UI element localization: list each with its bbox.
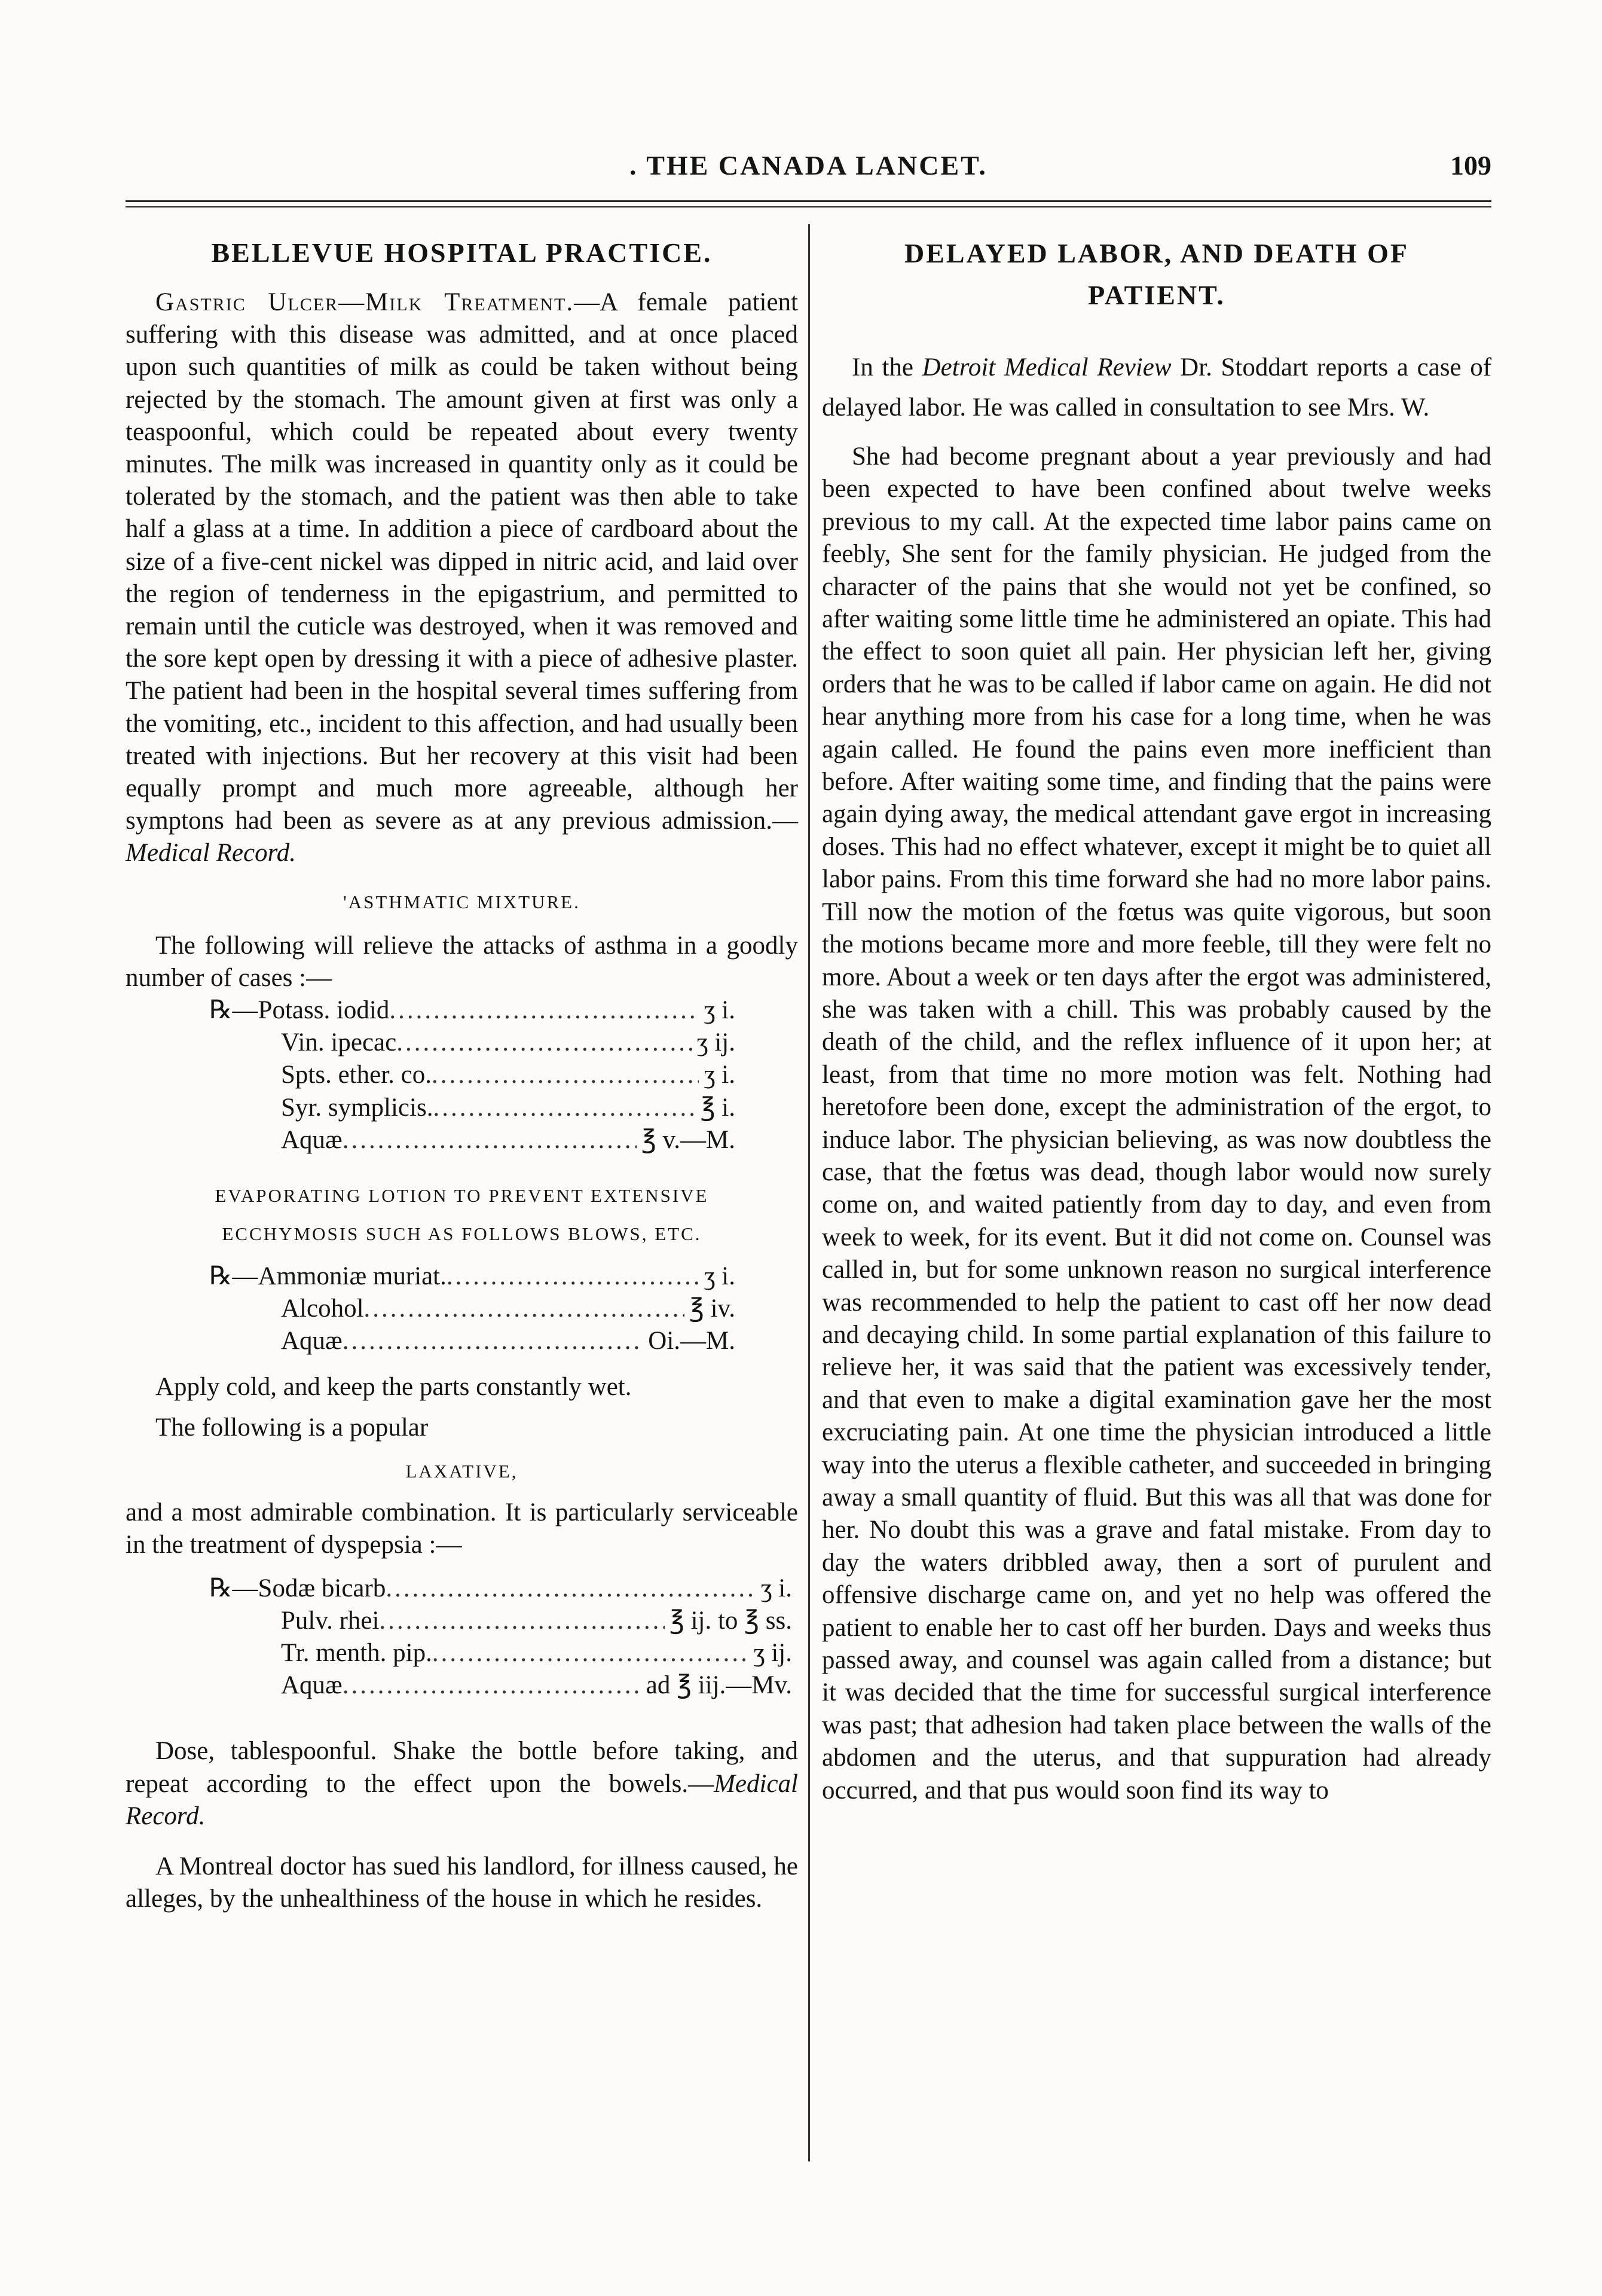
right-column [822,224,1491,1807]
laxative-intro: and a most admirable combination. It is particularly serviceable in the treatment of dyspepsia :— [126,1498,798,1559]
prescription-line [209,1260,735,1293]
amount: ℥ v.—M. [641,1125,735,1154]
dot-leader [396,1027,692,1059]
lotion-prescription [209,1260,735,1358]
prescription-line [209,1124,735,1156]
amount: ʒ i. [704,1061,735,1089]
ingredient: Aquæ [281,1327,343,1355]
dot-leader [389,994,699,1027]
left-column [126,224,798,1915]
montreal-paragraph: A Montreal doctor has sued his landlord, for illness caused, he alleges, by the unhealthiness of the house in which he resides. [126,1852,798,1913]
header-rule-secondary [126,206,1491,207]
prescription-line [209,1059,735,1091]
prescription-line [209,1325,735,1357]
asthma-heading: 'ASTHMATIC MIXTURE. [343,891,580,912]
popular-intro: The following is a popular [155,1413,429,1442]
header-rule [126,200,1491,202]
page-header [126,149,1491,191]
dot-leader [433,1092,695,1124]
ingredient: Syr. symplicis. [281,1093,433,1122]
dot-leader [364,1293,684,1325]
amount: ℥ ij. to ℥ ss. [669,1606,792,1635]
amount: ʒ i. [760,1574,792,1602]
dot-leader [343,1669,641,1702]
running-title: . THE CANADA LANCET. [629,150,988,181]
intro-text-b: Dr. Stoddart reports a case of delayed labor. He was called in consultation to see Mrs. W. [822,353,1492,422]
prescription-line [209,994,735,1027]
ingredient: Pulv. rhei [281,1606,380,1635]
asthma-prescription [209,994,735,1156]
article-heading-bellevue: BELLEVUE HOSPITAL PRACTICE. [211,237,713,268]
asthma-intro: The following will relieve the attacks of asthma in a goodly number of cases :— [126,931,798,992]
dot-leader [343,1325,644,1357]
article-heading-delayed-labor: DELAYED LABOR, AND DEATH OF PATIENT. [904,238,1409,310]
page-number: 109 [1450,150,1491,181]
dose-paragraph [126,1735,798,1833]
lotion-heading-line-2: ECCHYMOSIS SUCH AS FOLLOWS BLOWS, ETC. [222,1223,702,1245]
gastric-ulcer-paragraph [126,286,798,870]
gastric-ulcer-source: Medical Record. [126,839,296,868]
ingredient: Aquæ [281,1125,343,1154]
amount: ʒ ij. [696,1028,735,1057]
amount: ʒ i. [704,1262,735,1291]
ingredient: ℞—Sodæ bicarb [209,1574,386,1602]
dot-leader [447,1260,699,1293]
ingredient: Aquæ [281,1671,343,1700]
dot-leader [432,1059,699,1091]
apply-instructions: Apply cold, and keep the parts constantly wet. [155,1372,632,1401]
laxative-heading: LAXATIVE, [405,1461,518,1482]
dose-text: Dose, tablespoonful. Shake the bottle before taking, and repeat according to the effect upon the bowels.— [126,1737,798,1798]
ingredient: Vin. ipecac [281,1028,397,1057]
dot-leader [379,1605,665,1637]
intro-text-a: In the [852,353,922,381]
dot-leader [432,1637,749,1669]
case-body-paragraph: She had become pregnant about a year previously and had been expected to have been confined about twelve weeks previous to my call. At the expected time labor pains came on feebly, She sent for the family physician. He judged from the character of the pains that she would not yet be confined, so after waiting some little time he administered an opiate. This had the effect to soon quiet all pain. Her physician left her, giving orders that he was to be called if labor came on again. He did not hear anything more from his case for a long time, when he was again called. He found the pains even more inefficient than before. After waiting some time, and finding that the pains were again dying away, the medical attendant gave ergot in increasing doses. This had no effect whatever, except it might be to quiet all labor pains. From this time forward she had no more labor pains. Till now the motion of the fœtus was quite vigorous, but soon the motions became more and more feeble, till they were felt no more. About a week or ten days after the ergot was administered, she was taken with a chill. This was probably caused by the death of the child, and the reflex influence of it upon her; at least, from that time no more motion was felt. Nothing had heretofore been done, except the administration of the ergot, to induce labor. The physician believing, as was now doubtless the case, that the fœtus was dead, though labor would now surely come on, and waited patiently from day to day, and even from week to week, for its event. But it did not come on. Counsel was called in, but for some unknown reason no surgical interference was recommended to help the patient to cast off her now dead and decaying child. In some partial explanation of this failure to relieve her, it was said that the patient was excessively tender, and that even to make a digital examination gave her the most excruciating pain. At one time the physician introduced a little way into the uterus a flexible catheter, and succeeded in bringing away a small quantity of fluid. But this was all that was done for her. No doubt this was a grave and fatal mistake. From day to day the waters dribbled away, then a sort of purulent and offensive discharge came on, and yet no help was offered the patient to enable her to cast off her burden. Days and weeks thus passed away, and counsel was again called from a distance; but it was decided that the time for successful surgical interference was past; that adhesion had taken place between the walls of the abdomen and the uterus, and that suppuration had already occurred, and that pus would soon find its way to [822,442,1491,1805]
column-divider [808,224,810,2161]
amount: ʒ i. [704,996,735,1025]
ingredient: Spts. ether. co. [281,1061,432,1089]
dot-leader [386,1573,756,1605]
amount: ℥ iv. [689,1294,735,1323]
dot-leader [343,1124,637,1156]
ingredient: ℞—Ammoniæ muriat. [209,1262,447,1291]
gastric-ulcer-body: —A female patient suffering with this disease was admitted, and at once placed upon such quantities of milk as could be taken without being rejected by the stomach. The amount given at first was only a teaspoonful, which could be repeated about every twenty minutes. The milk was increased in quantity only as it could be tolerated by the stomach, and the patient was then able to take half a glass at a time. In addition a piece of cardboard about the size of a five-cent nickel was dipped in nitric acid, and laid over the region of tenderness in the epigastrium, and permitted to remain until the cuticle was destroyed, when it was removed and the sore kept open by dressing it with a piece of adhesive plaster. The patient had been in the hospital several times suffering from the vomiting, etc., incident to this affection, and had usually been treated with injections. But her recovery at this visit had been equally prompt and much more agreeable, although her symptons had been as severe as at any previous admission.— [126,288,798,835]
prescription-line [209,1669,792,1702]
ingredient: ℞—Potass. iodid [209,996,390,1025]
journal-name: Detroit Medical Review [922,353,1172,381]
laxative-prescription [209,1573,792,1702]
amount: Oi.—M. [648,1327,735,1355]
ingredient: Tr. menth. pip. [281,1638,432,1667]
prescription-line [209,1027,735,1059]
prescription-line [209,1573,792,1605]
prescription-line [209,1637,792,1669]
gastric-ulcer-lead: Gastric Ulcer—Milk Treatment. [155,288,574,316]
intro-paragraph [822,347,1491,428]
amount: ℥ i. [700,1093,735,1122]
amount: ad ℥ iij.—Mv. [646,1671,792,1700]
prescription-line [209,1092,735,1124]
prescription-line [209,1605,792,1637]
dose-source: Medical Record. [126,1769,798,1830]
amount: ʒ ij. [753,1638,792,1667]
prescription-line [209,1293,735,1325]
ingredient: Alcohol [281,1294,364,1323]
lotion-heading-line-1: EVAPORATING LOTION TO PREVENT EXTENSIVE [215,1185,709,1207]
